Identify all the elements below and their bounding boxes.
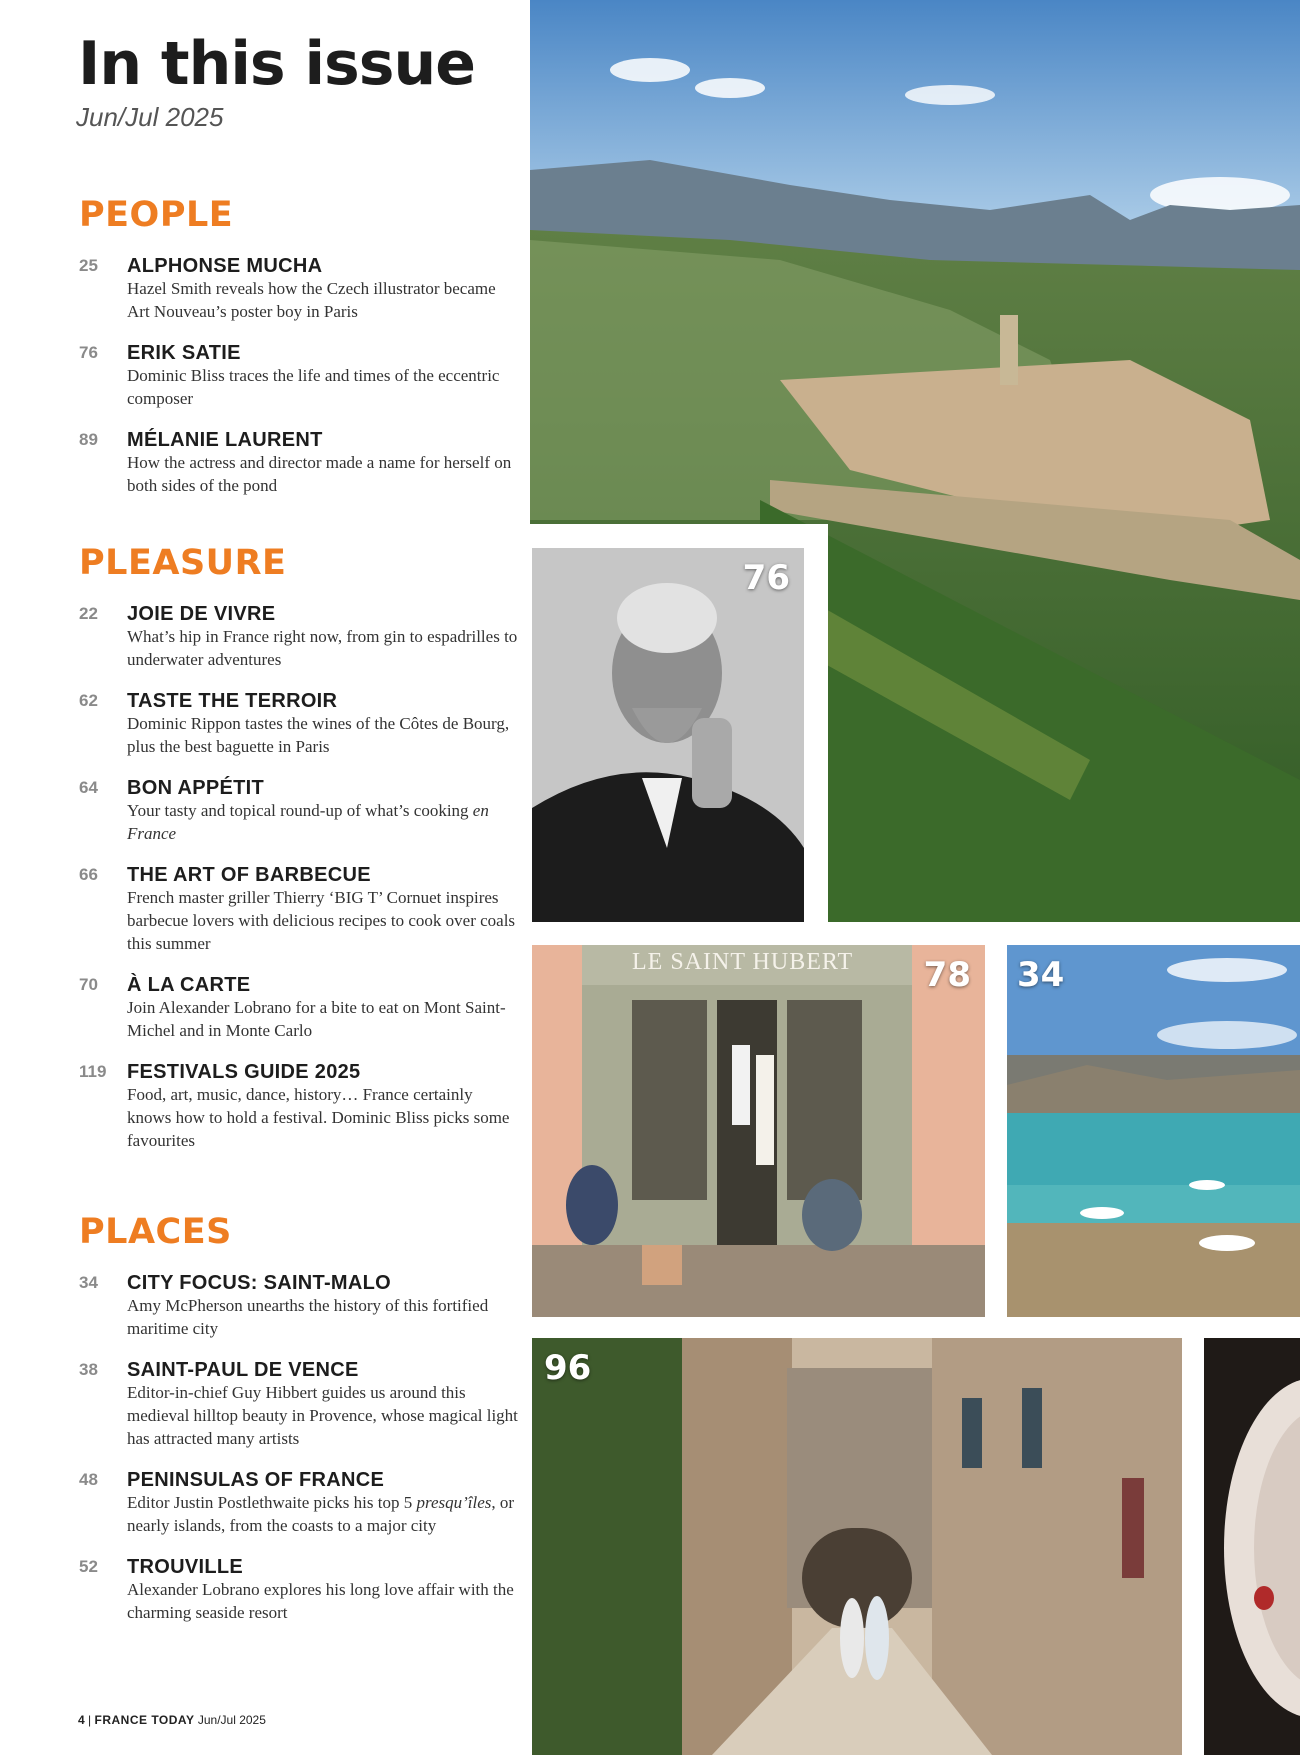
entry-description: French master griller Thierry ‘BIG T’ Cornuet inspires barbecue lovers with delicious recipes to cook over coals this summer <box>127 888 516 953</box>
photo-page-number: 78 <box>923 955 971 995</box>
entry-title: TROUVILLE <box>127 1556 244 1578</box>
entry-title: THE ART OF BARBECUE <box>127 864 371 886</box>
entry-page-number: 48 <box>79 1470 98 1489</box>
entry-title: ALPHONSE MUCHA <box>127 255 323 277</box>
contents-entry[interactable] <box>79 603 519 671</box>
entry-description <box>127 1491 519 1537</box>
footer-issue: Jun/Jul 2025 <box>197 1713 266 1727</box>
entry-description: Food, art, music, dance, history… France certainly knows how to hold a festival. Dominic Bliss picks some favourites <box>127 1085 510 1150</box>
contents-entry[interactable] <box>79 1359 519 1450</box>
photo-le-saint-hubert <box>532 945 985 1317</box>
entry-description-text: Editor Justin Postlethwaite picks his top 5 <box>127 1493 413 1512</box>
entry-description-italic: presqu’îles <box>416 1493 492 1512</box>
entry-page-number: 64 <box>79 778 98 797</box>
entry-description: What’s hip in France right now, from gin to espadrilles to underwater adventures <box>127 627 518 669</box>
entry-title: FESTIVALS GUIDE 2025 <box>127 1061 361 1083</box>
contents-entry[interactable] <box>79 777 519 845</box>
contents-entry[interactable] <box>79 690 519 758</box>
contents-entry[interactable] <box>79 1272 519 1340</box>
footer-page-number: 4 <box>78 1713 85 1727</box>
photo-village-street <box>532 1338 1182 1755</box>
entry-description: Join Alexander Lobrano for a bite to eat on Mont Saint-Michel and in Monte Carlo <box>127 998 506 1040</box>
photo-page-number: 34 <box>1017 955 1065 995</box>
shop-sign: LE SAINT HUBERT <box>632 949 854 975</box>
entry-page-number: 66 <box>79 865 98 884</box>
page-title: In this issue <box>78 29 475 99</box>
section-places <box>79 1212 519 1643</box>
contents-entry[interactable] <box>79 255 519 323</box>
street-illustration <box>532 1338 1182 1755</box>
entry-description: Dominic Rippon tastes the wines of the Côtes de Bourg, plus the best baguette in Paris <box>127 714 510 756</box>
issue-date: Jun/Jul 2025 <box>76 102 224 132</box>
entry-description-text: Your tasty and topical round-up of what’s cooking <box>127 801 469 820</box>
entry-page-number: 89 <box>79 430 98 449</box>
entry-title: TASTE THE TERROIR <box>127 690 338 712</box>
photo-page-number: 76 <box>742 558 790 598</box>
contents-entry[interactable] <box>79 429 519 497</box>
entry-page-number: 70 <box>79 975 98 994</box>
contents-entry[interactable] <box>79 342 519 410</box>
entry-title: BON APPÉTIT <box>127 777 265 799</box>
contents-entry[interactable] <box>79 1061 519 1152</box>
contents-entry[interactable] <box>79 1556 519 1624</box>
contents-entry[interactable] <box>79 1469 519 1537</box>
photo-saint-malo <box>1007 945 1300 1317</box>
entry-page-number: 62 <box>79 691 98 710</box>
entry-description: Alexander Lobrano explores his long love affair with the charming seaside resort <box>127 1580 514 1622</box>
entry-description: Dominic Bliss traces the life and times of the eccentric composer <box>127 366 500 408</box>
entry-description: How the actress and director made a name for herself on both sides of the pond <box>127 453 512 495</box>
harbour-illustration <box>1007 945 1300 1317</box>
entry-page-number: 38 <box>79 1360 98 1379</box>
storefront-illustration <box>532 945 985 1317</box>
entry-title: À LA CARTE <box>127 974 251 996</box>
photo-page-number: 96 <box>544 1348 592 1388</box>
entry-page-number: 119 <box>79 1062 107 1081</box>
entry-page-number: 25 <box>79 256 98 275</box>
portrait-illustration <box>532 548 804 922</box>
section-heading: PLACES <box>79 1212 232 1252</box>
cup-illustration <box>1204 1338 1300 1755</box>
section-pleasure <box>79 543 519 1171</box>
section-heading: PEOPLE <box>79 195 234 235</box>
contents-entry[interactable] <box>79 864 519 955</box>
entry-title: CITY FOCUS: SAINT-MALO <box>127 1272 392 1294</box>
footer-brand: FRANCE TODAY <box>94 1713 195 1727</box>
entry-page-number: 52 <box>79 1557 98 1576</box>
entry-title: MÉLANIE LAURENT <box>127 429 323 451</box>
page-footer: 4 | FRANCE TODAY Jun/Jul 2025 <box>78 1713 266 1727</box>
entry-description: Amy McPherson unearths the history of this fortified maritime city <box>127 1296 489 1338</box>
entry-title: PENINSULAS OF FRANCE <box>127 1469 385 1491</box>
entry-page-number: 34 <box>79 1273 98 1292</box>
entry-description: Hazel Smith reveals how the Czech illustrator became Art Nouveau’s poster boy in Paris <box>127 279 496 321</box>
entry-description-text: , or nearly islands, from the coasts to a major city <box>127 1493 515 1535</box>
entry-title: ERIK SATIE <box>127 342 241 364</box>
contents-entry[interactable] <box>79 974 519 1042</box>
photo-erik-satie <box>532 548 804 922</box>
section-people <box>79 195 519 516</box>
entry-page-number: 76 <box>79 343 98 362</box>
section-heading: PLEASURE <box>79 543 287 583</box>
entry-title: SAINT-PAUL DE VENCE <box>127 1359 359 1381</box>
entry-page-number: 22 <box>79 604 98 623</box>
entry-description-italic: en France <box>127 801 489 843</box>
entry-description <box>127 799 519 845</box>
contents-column <box>0 0 525 1755</box>
photo-cup-partial <box>1204 1338 1300 1755</box>
entry-title: JOIE DE VIVRE <box>127 603 276 625</box>
entry-description: Editor-in-chief Guy Hibbert guides us around this medieval hilltop beauty in Provence, whose magical light has attracted many artists <box>127 1383 518 1448</box>
